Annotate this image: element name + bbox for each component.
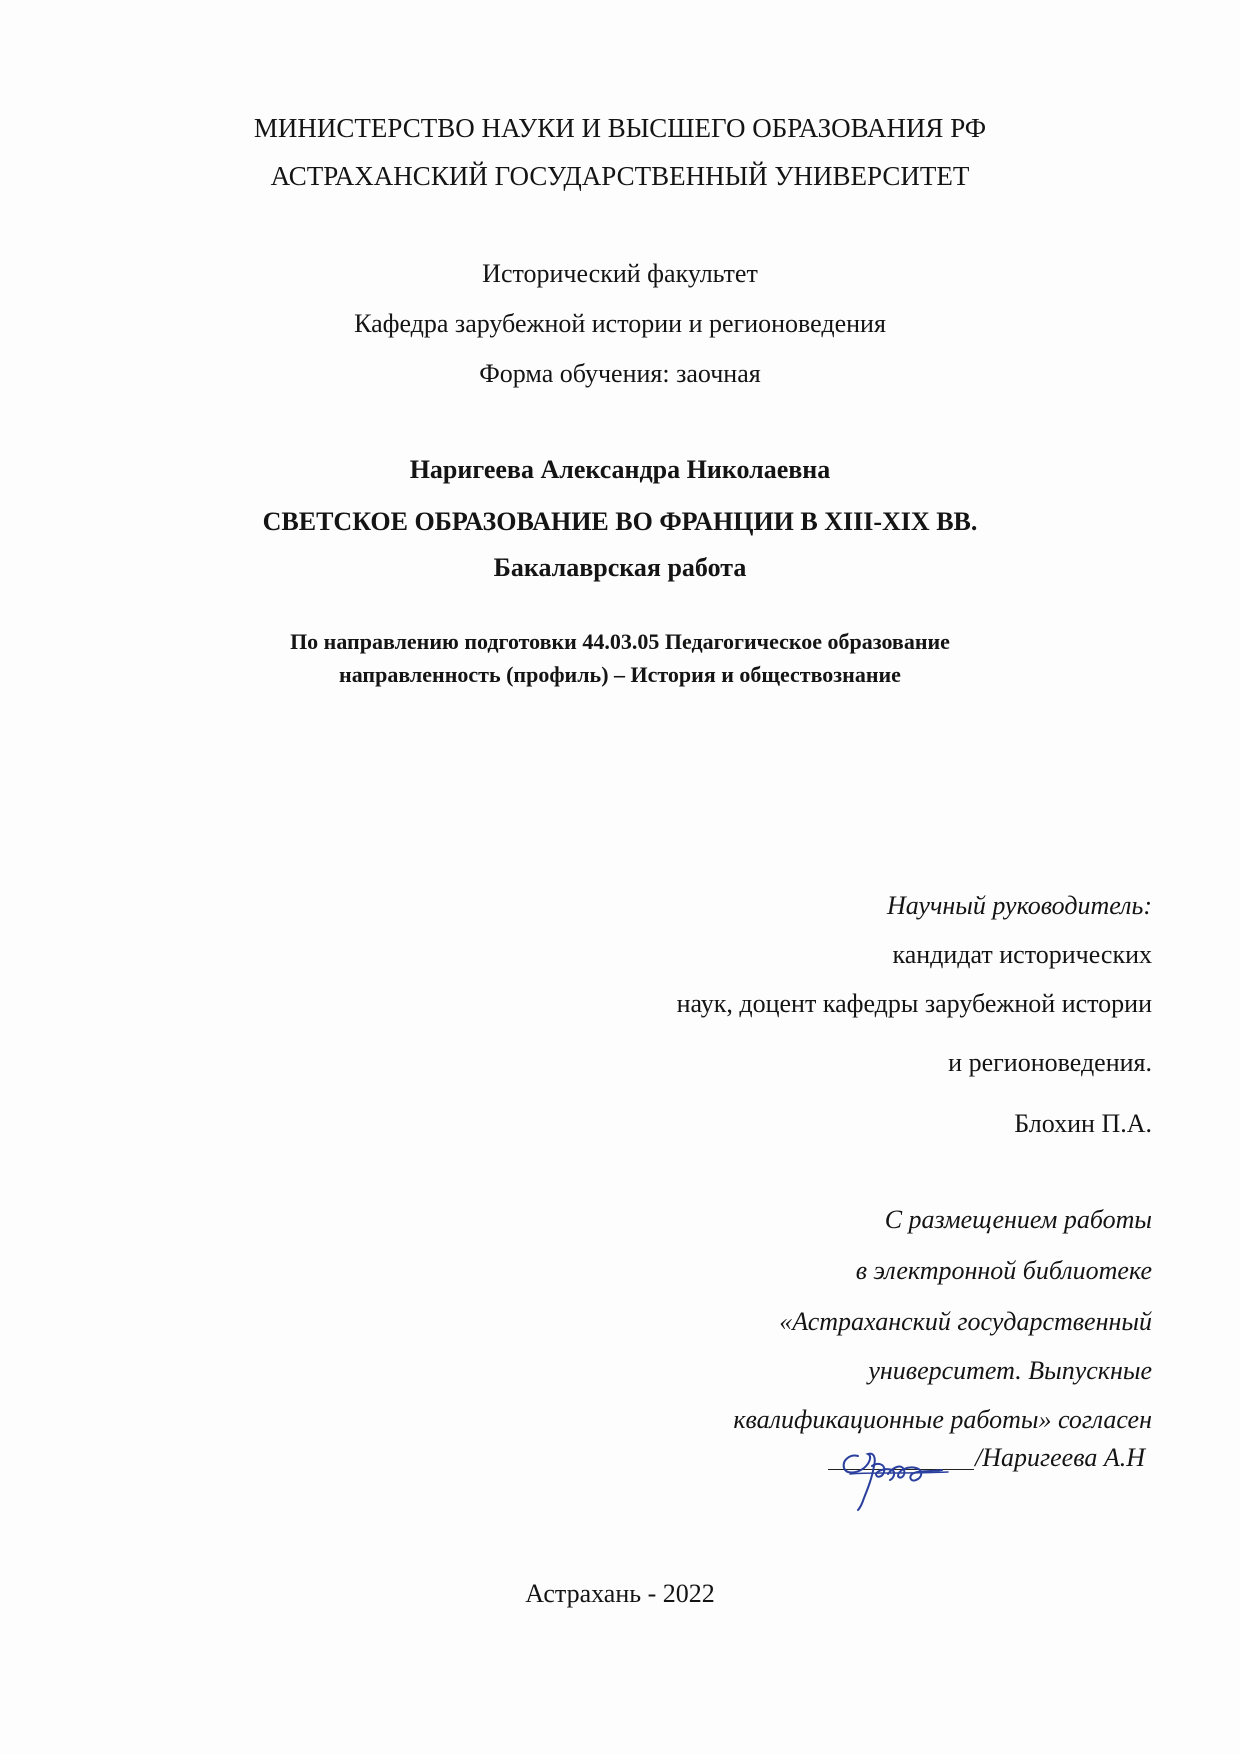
consent-line-1: С размещением работы xyxy=(884,1205,1152,1234)
supervisor-line-1: кандидат исторических xyxy=(892,940,1152,969)
signer-name: /Наригеева А.Н xyxy=(975,1443,1145,1472)
ministry-heading: МИНИСТЕРСТВО НАУКИ И ВЫСШЕГО ОБРАЗОВАНИЯ РФ xyxy=(253,113,987,143)
work-title: СВЕТСКОЕ ОБРАЗОВАНИЕ ВО ФРАНЦИИ В XIII-XIX ВВ. xyxy=(262,507,978,536)
city-year: Астрахань - 2022 xyxy=(525,1579,715,1608)
author-name: Наригеева Александра Николаевна xyxy=(409,455,831,484)
supervisor-line-2: наук, доцент кафедры зарубежной истории xyxy=(676,989,1152,1018)
university-heading: АСТРАХАНСКИЙ ГОСУДАРСТВЕННЫЙ УНИВЕРСИТЕТ xyxy=(270,161,970,191)
supervisor-line-3: и регионоведения. xyxy=(948,1048,1152,1077)
direction-line-1: По направлению подготовки 44.03.05 Педагогическое образование xyxy=(290,629,950,654)
consent-line-5: квалификационные работы» согласен xyxy=(733,1405,1152,1434)
work-type: Бакалаврская работа xyxy=(493,553,747,582)
consent-line-2: в электронной библиотеке xyxy=(855,1256,1152,1285)
supervisor-name: Блохин П.А. xyxy=(1014,1109,1152,1138)
consent-line-4: университет. Выпускные xyxy=(868,1356,1152,1385)
faculty-name: Исторический факультет xyxy=(482,259,758,288)
direction-line-2: направленность (профиль) – История и обществознание xyxy=(339,662,901,687)
department-name: Кафедра зарубежной истории и регионоведения xyxy=(354,309,886,338)
consent-line-3: «Астраханский государственный xyxy=(779,1307,1152,1336)
handwritten-signature-icon xyxy=(830,1444,980,1516)
study-form: Форма обучения: заочная xyxy=(479,359,761,388)
supervisor-heading: Научный руководитель: xyxy=(886,891,1152,920)
